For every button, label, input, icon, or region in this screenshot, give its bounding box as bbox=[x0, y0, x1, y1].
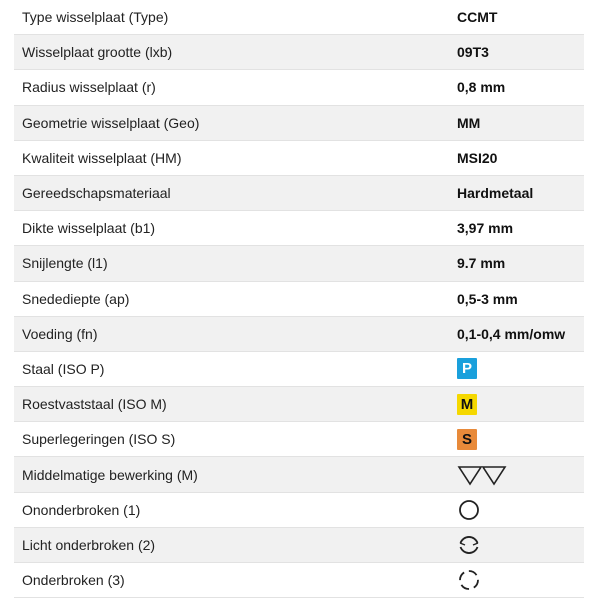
spec-value: 0,8 mm bbox=[457, 79, 506, 96]
spec-label: Dikte wisselplaat (b1) bbox=[22, 220, 156, 237]
spec-row-geometry bbox=[14, 106, 584, 141]
spec-row-interrupted bbox=[14, 563, 584, 598]
spec-label: Staal (ISO P) bbox=[22, 360, 105, 377]
spec-value bbox=[457, 498, 584, 522]
spec-table bbox=[14, 0, 584, 598]
spec-value: 3,97 mm bbox=[457, 220, 514, 237]
spec-value bbox=[457, 429, 584, 450]
circle-icon bbox=[457, 498, 481, 522]
spec-label: Superlegeringen (ISO S) bbox=[22, 431, 176, 448]
double-triangle-icon bbox=[457, 464, 507, 486]
spec-label: Snedediepte (ap) bbox=[22, 290, 130, 307]
spec-row-iso-m bbox=[14, 387, 584, 422]
iso-m-badge: M bbox=[457, 394, 477, 415]
spec-row-machining bbox=[14, 457, 584, 492]
spec-label: Geometrie wisselplaat (Geo) bbox=[22, 114, 200, 131]
spec-value: 0,5-3 mm bbox=[457, 290, 518, 307]
spec-row-iso-p bbox=[14, 352, 584, 387]
spec-label: Gereedschapsmateriaal bbox=[22, 185, 171, 202]
spec-label: Ononderbroken (1) bbox=[22, 501, 141, 518]
iso-p-badge: P bbox=[457, 358, 477, 379]
spec-value bbox=[457, 464, 584, 486]
spec-row-radius bbox=[14, 70, 584, 105]
spec-row-type bbox=[14, 0, 584, 35]
spec-label: Radius wisselplaat (r) bbox=[22, 79, 156, 96]
spec-label: Type wisselplaat (Type) bbox=[22, 9, 169, 26]
spec-label: Snijlengte (l1) bbox=[22, 255, 108, 272]
spec-row-depth bbox=[14, 282, 584, 317]
spec-row-iso-s bbox=[14, 422, 584, 457]
spec-row-cutting-length bbox=[14, 246, 584, 281]
spec-value: MSI20 bbox=[457, 149, 498, 166]
spec-row-continuous bbox=[14, 493, 584, 528]
spec-row-thickness bbox=[14, 211, 584, 246]
spec-label: Kwaliteit wisselplaat (HM) bbox=[22, 149, 182, 166]
spec-label: Roestvaststaal (ISO M) bbox=[22, 396, 167, 413]
spec-value: Hardmetaal bbox=[457, 185, 534, 202]
spec-label: Voeding (fn) bbox=[22, 325, 98, 342]
spec-row-size bbox=[14, 35, 584, 70]
spec-value bbox=[457, 394, 584, 415]
spec-value: 0,1-0,4 mm/omw bbox=[457, 325, 566, 342]
spec-row-light-interrupted bbox=[14, 528, 584, 563]
spec-label: Licht onderbroken (2) bbox=[22, 536, 156, 553]
interrupted-circle-icon bbox=[457, 533, 481, 557]
spec-value: CCMT bbox=[457, 9, 498, 26]
spec-value: 9.7 mm bbox=[457, 255, 506, 272]
dashed-circle-icon bbox=[457, 568, 481, 592]
spec-value: MM bbox=[457, 114, 481, 131]
spec-value bbox=[457, 358, 584, 379]
spec-label: Onderbroken (3) bbox=[22, 572, 125, 589]
spec-value bbox=[457, 533, 584, 557]
spec-value bbox=[457, 568, 584, 592]
spec-label: Middelmatige bewerking (M) bbox=[22, 466, 198, 483]
spec-row-material bbox=[14, 176, 584, 211]
spec-row-feed bbox=[14, 317, 584, 352]
spec-row-grade bbox=[14, 141, 584, 176]
spec-label: Wisselplaat grootte (lxb) bbox=[22, 44, 173, 61]
spec-value: 09T3 bbox=[457, 44, 489, 61]
iso-s-badge: S bbox=[457, 429, 477, 450]
